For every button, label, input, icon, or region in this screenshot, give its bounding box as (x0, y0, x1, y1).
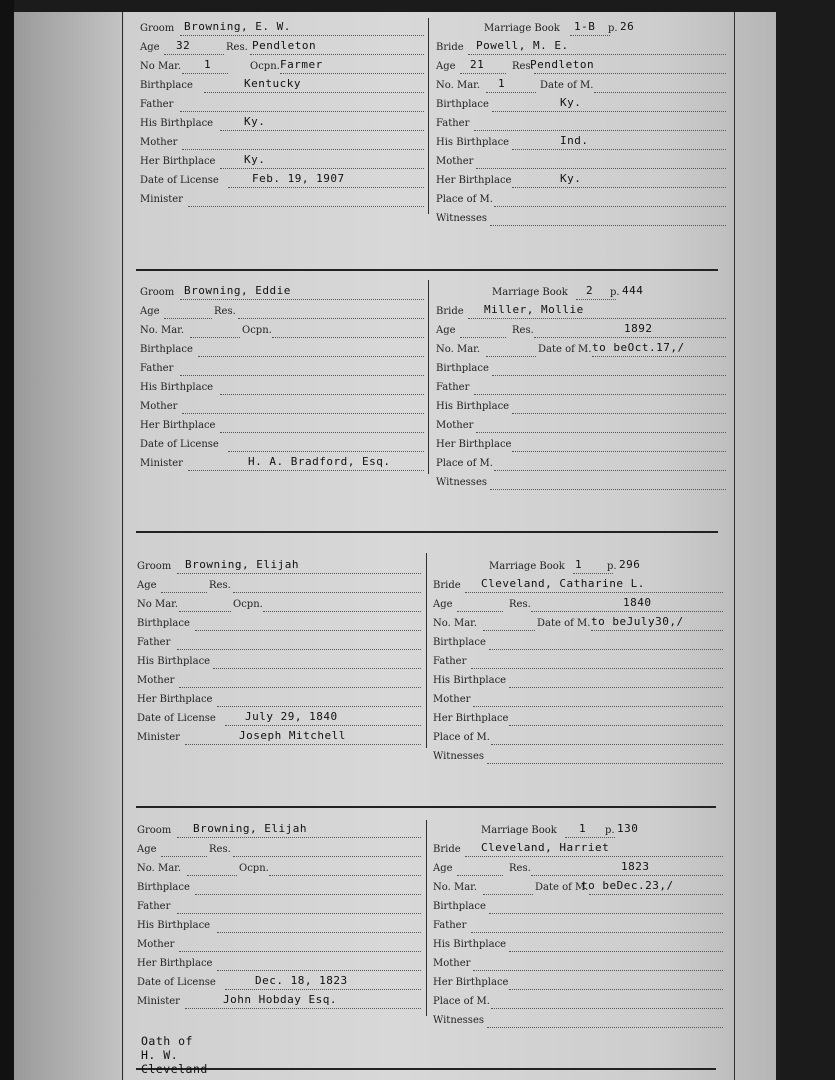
groom-section (137, 822, 421, 1012)
bride-no-mar-row: No. Mar. Date of M. to beJuly30,/ (433, 615, 723, 634)
birthplace-row: Birthplace (140, 341, 424, 360)
page-number: 296 (619, 558, 641, 571)
bride-name: Cleveland, Harriet (481, 841, 610, 854)
minister-name: John Hobday Esq. (223, 993, 337, 1006)
age-res-row: Age Res. (137, 577, 421, 596)
bride-birthplace-row: Birthplace Ky. (436, 96, 726, 115)
groom-row: Groom Browning, Eddie (140, 284, 424, 303)
bride-birthplace-row: Birthplace (436, 360, 726, 379)
bride-row: Bride Cleveland, Harriet (433, 841, 723, 860)
witnesses-row: Witnesses (433, 1012, 723, 1031)
place-of-m-row: Place of M. (436, 455, 726, 474)
film-edge (0, 0, 14, 1080)
birthplace-row: Birthplace Kentucky (140, 77, 424, 96)
license-date-row: Date of License July 29, 1840 (137, 710, 421, 729)
no-mar-row: No Mar. 1 Ocpn. Farmer (140, 58, 424, 77)
bride-her-birthplace-row: Her Birthplace (436, 436, 726, 455)
bride-name: Miller, Mollie (484, 303, 584, 316)
minister-row: Minister (140, 191, 424, 210)
witnesses-row: Witnesses (436, 210, 726, 229)
marriage-book-row: Marriage Book 1 p. 130 (481, 822, 639, 836)
groom-section (140, 20, 424, 210)
license-date: Dec. 18, 1823 (255, 974, 348, 987)
column-divider (428, 280, 429, 474)
bride-name: Cleveland, Catharine L. (481, 577, 645, 590)
groom-name: Browning, E. W. (184, 20, 291, 33)
book-number: 1 (579, 822, 587, 835)
bride-section (433, 822, 723, 1031)
book-number: 1 (575, 558, 583, 571)
groom-ocpn: Farmer (280, 58, 323, 71)
groom-row: Groom Browning, E. W. (140, 20, 424, 39)
bride-row: Bride Cleveland, Catharine L. (433, 577, 723, 596)
father-row: Father (137, 898, 421, 917)
right-margin-line (734, 12, 735, 1080)
bride-mother-row: Mother (436, 417, 726, 436)
license-date-row: Date of License Dec. 18, 1823 (137, 974, 421, 993)
mother-row: Mother (140, 398, 424, 417)
bride-father-row: Father (436, 115, 726, 134)
mother-row: Mother (137, 936, 421, 955)
bride-father-row: Father (436, 379, 726, 398)
no-mar-row: No Mar. Ocpn. (137, 596, 421, 615)
bride-her-birthplace-row: Her Birthplace (433, 710, 723, 729)
bride-his-birthplace-row: His Birthplace (436, 398, 726, 417)
minister-row: Minister H. A. Bradford, Esq. (140, 455, 424, 474)
column-divider (426, 553, 427, 748)
bride-no-mar-row: No. Mar. Date of M. to beOct.17,/ (436, 341, 726, 360)
birthplace-row: Birthplace (137, 615, 421, 634)
bride-section (433, 558, 723, 767)
her-birthplace-row: Her Birthplace (137, 691, 421, 710)
witnesses-row: Witnesses (433, 748, 723, 767)
father-row: Father (140, 96, 424, 115)
bride-father-row: Father (433, 653, 723, 672)
groom-row: Groom Browning, Elijah (137, 822, 421, 841)
groom-section (137, 558, 421, 748)
bride-his-birthplace-row: His Birthplace Ind. (436, 134, 726, 153)
bride-mother-row: Mother (433, 955, 723, 974)
age-res-row: Age Res. (137, 841, 421, 860)
groom-age: 32 (176, 39, 191, 52)
witnesses-row: Witnesses (436, 474, 726, 493)
book-number: 2 (586, 284, 594, 297)
minister-name: Joseph Mitchell (239, 729, 346, 742)
index-card-page (14, 12, 776, 1080)
place-of-m-row: Place of M. (436, 191, 726, 210)
his-birthplace-row: His Birthplace (137, 917, 421, 936)
bride-row: Bride Powell, M. E. (436, 39, 726, 58)
bride-father-row: Father (433, 917, 723, 936)
page-number: 26 (620, 20, 635, 33)
father-row: Father (137, 634, 421, 653)
record-separator (136, 269, 718, 271)
bride-mother-row: Mother (436, 153, 726, 172)
place-of-m-row: Place of M. (433, 729, 723, 748)
groom-name: Browning, Elijah (193, 822, 307, 835)
license-date-row: Date of License Feb. 19, 1907 (140, 172, 424, 191)
column-divider (428, 18, 429, 214)
groom-row: Groom Browning, Elijah (137, 558, 421, 577)
his-birthplace-row: His Birthplace (140, 379, 424, 398)
birthplace-row: Birthplace (137, 879, 421, 898)
place-of-m-row: Place of M. (433, 993, 723, 1012)
her-birthplace-row: Her Birthplace (137, 955, 421, 974)
record-separator (136, 1068, 716, 1070)
left-margin-line (122, 12, 123, 1080)
bride-birthplace-row: Birthplace (433, 634, 723, 653)
no-mar-row: No. Mar. Ocpn. (137, 860, 421, 879)
age-res-row: Age 32 Res. Pendleton (140, 39, 424, 58)
bride-age-res-row: Age Res. 1840 (433, 596, 723, 615)
his-birthplace-row: His Birthplace Ky. (140, 115, 424, 134)
bride-his-birthplace-row: His Birthplace (433, 672, 723, 691)
page-number: 444 (622, 284, 644, 297)
groom-birthplace: Kentucky (244, 77, 301, 90)
her-birthplace-row: Her Birthplace Ky. (140, 153, 424, 172)
book-number: 1-B (574, 20, 596, 33)
bride-no-mar-row: No. Mar. Date of M. to beDec.23,/ (433, 879, 723, 898)
marriage-book-row: Marriage Book 2 p. 444 (492, 284, 644, 298)
father-row: Father (140, 360, 424, 379)
license-date: Feb. 19, 1907 (252, 172, 345, 185)
groom-name: Browning, Eddie (184, 284, 291, 297)
bride-row: Bride Miller, Mollie (436, 303, 726, 322)
record-separator (136, 531, 718, 533)
bride-age-res-row: Age Res. 1892 (436, 322, 726, 341)
record-separator (136, 806, 716, 808)
marriage-book-row: Marriage Book 1-B p. 26 (484, 20, 635, 34)
groom-section (140, 284, 424, 474)
license-date-row: Date of License (140, 436, 424, 455)
bride-age-res-row: Age Res. 1823 (433, 860, 723, 879)
minister-row: Minister John Hobday Esq. (137, 993, 421, 1012)
bride-age-res-row: Age 21 Res. Pendleton (436, 58, 726, 77)
groom-name: Browning, Elijah (185, 558, 299, 571)
his-birthplace-row: His Birthplace (137, 653, 421, 672)
bride-section (436, 284, 726, 493)
minister-row: Minister Joseph Mitchell (137, 729, 421, 748)
age-res-row: Age Res. (140, 303, 424, 322)
minister-name: H. A. Bradford, Esq. (248, 455, 391, 468)
mother-row: Mother (140, 134, 424, 153)
license-date: July 29, 1840 (245, 710, 338, 723)
groom-no-mar: 1 (204, 58, 212, 71)
bride-name: Powell, M. E. (476, 39, 569, 52)
no-mar-row: No. Mar. Ocpn. (140, 322, 424, 341)
bride-her-birthplace-row: Her Birthplace (433, 974, 723, 993)
her-birthplace-row: Her Birthplace (140, 417, 424, 436)
page-number: 130 (617, 822, 639, 835)
bride-no-mar-row: No. Mar. 1 Date of M. (436, 77, 726, 96)
marriage-book-row: Marriage Book 1 p. 296 (489, 558, 641, 572)
oath-note: Oath of H. W. Cleveland (141, 1034, 208, 1076)
page-shadow-strip (14, 12, 124, 1080)
groom-res: Pendleton (252, 39, 317, 52)
bride-mother-row: Mother (433, 691, 723, 710)
bride-her-birthplace-row: Her Birthplace Ky. (436, 172, 726, 191)
bride-birthplace-row: Birthplace (433, 898, 723, 917)
bride-section (436, 20, 726, 229)
bride-his-birthplace-row: His Birthplace (433, 936, 723, 955)
mother-row: Mother (137, 672, 421, 691)
column-divider (426, 820, 427, 1016)
